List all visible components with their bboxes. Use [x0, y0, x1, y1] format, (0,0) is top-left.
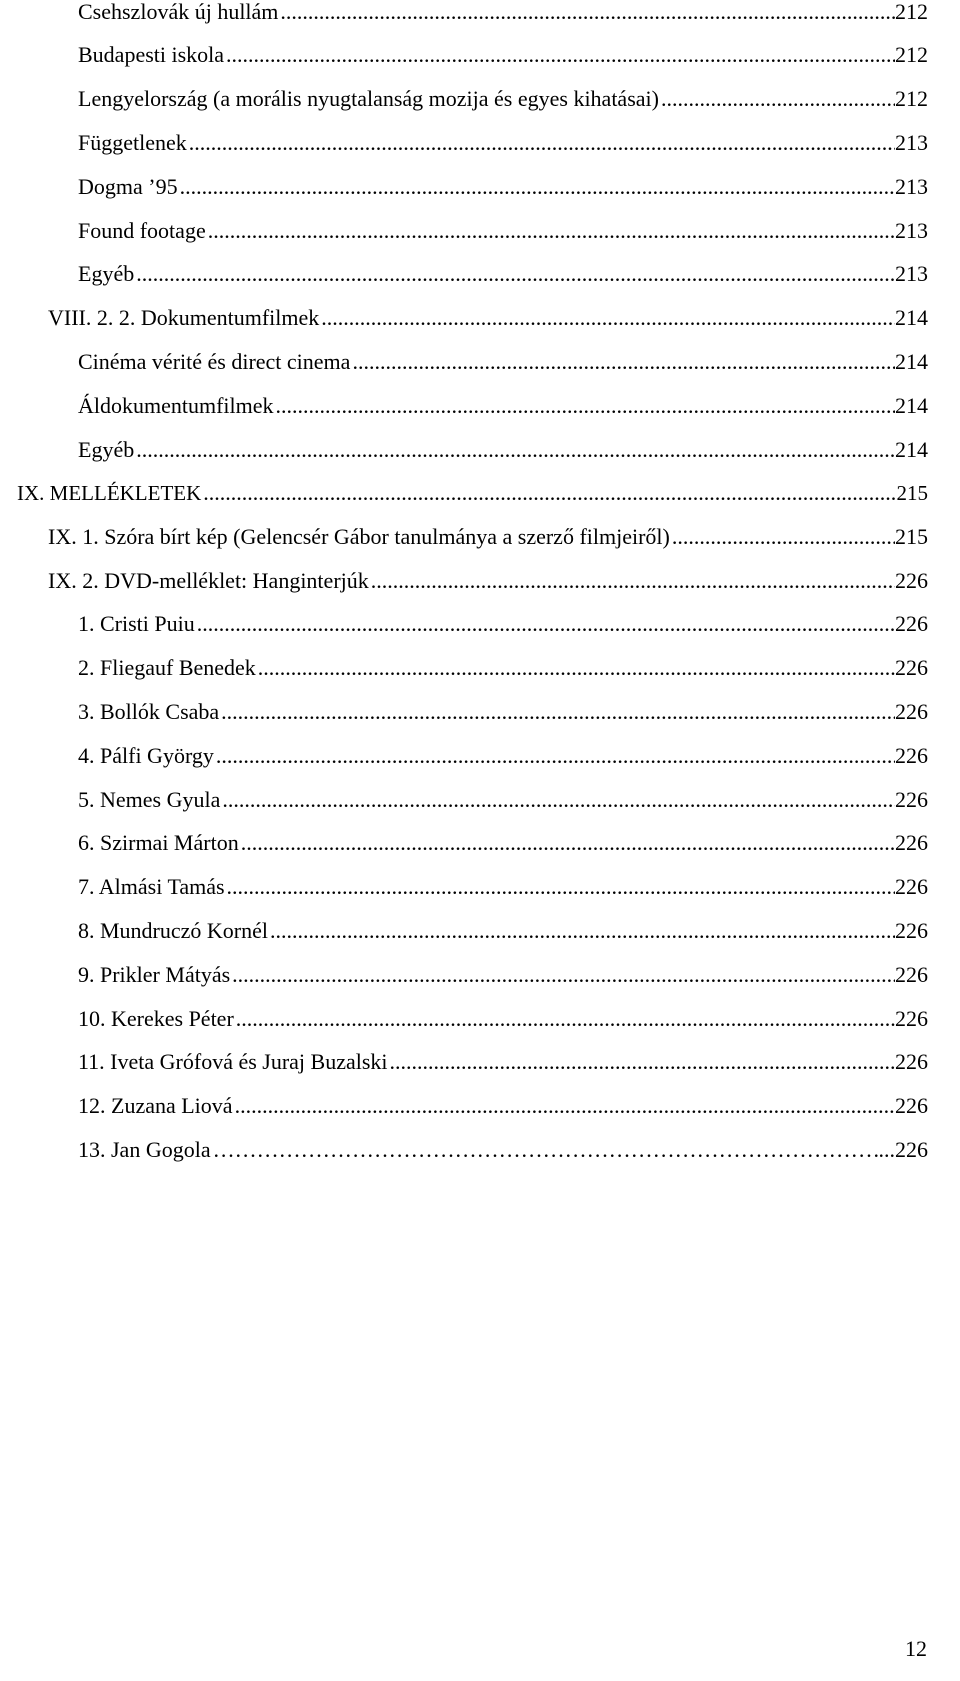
toc-entry-page: 226 [895, 787, 928, 812]
toc-entry [48, 561, 928, 595]
dot-leader [226, 41, 895, 69]
toc-entry-title: Dogma ’95 [78, 174, 178, 199]
toc-entry-page: 213 [895, 261, 928, 286]
dot-leader [390, 1048, 895, 1076]
dot-leader [197, 610, 895, 638]
toc-entry [78, 999, 928, 1033]
toc-entry-page: 213 [895, 174, 928, 199]
toc-entry-title: 8. Mundruczó Kornél [78, 918, 269, 943]
toc-entry-title: IX. 1. Szóra bírt kép (Gelencsér Gábor tanulmánya a szerző filmjeiről) [48, 524, 670, 549]
dot-leader [203, 479, 896, 507]
toc-entry-page: 226 [895, 611, 928, 636]
dot-leader [213, 1136, 879, 1164]
dot-leader [136, 260, 895, 288]
dot-leader [216, 742, 895, 770]
toc-entry-page: 226 [895, 655, 928, 680]
toc-entry [78, 823, 928, 857]
toc-entry-page: ...226 [878, 1137, 928, 1162]
dot-leader [241, 829, 895, 857]
toc-entry-title: 9. Prikler Mátyás [78, 962, 231, 987]
dot-leader [222, 786, 895, 814]
toc-entry-page: 226 [895, 743, 928, 768]
toc-entry-title: Cinéma vérité és direct cinema [78, 349, 351, 374]
toc-entry-title: Csehszlovák új hullám [78, 0, 279, 24]
dot-leader [136, 436, 895, 464]
toc-entry-page: 214 [895, 305, 928, 330]
toc-entry-page: 226 [895, 874, 928, 899]
toc-entry [78, 211, 928, 245]
toc-entry-title: 5. Nemes Gyula [78, 787, 221, 812]
toc-entry [78, 867, 928, 901]
dot-leader [258, 654, 895, 682]
toc-entry [48, 517, 928, 551]
toc-entry [78, 1042, 928, 1076]
toc-entry-title: 2. Fliegauf Benedek [78, 655, 256, 680]
toc-entry-page: 226 [895, 1049, 928, 1074]
toc-entry [48, 298, 928, 332]
dot-leader [270, 917, 895, 945]
toc-entry [78, 780, 928, 814]
toc-entry [78, 692, 928, 726]
toc-entry-page: 226 [895, 1093, 928, 1118]
toc-entry [78, 35, 928, 69]
toc-entry [78, 254, 928, 288]
toc-entry [78, 123, 928, 157]
dot-leader [227, 873, 895, 901]
toc-entry-page: 212 [895, 42, 928, 67]
toc-entry-page: 212 [895, 86, 928, 111]
dot-leader [180, 173, 895, 201]
toc-entry-title: Egyéb [78, 261, 135, 286]
dot-leader [221, 698, 895, 726]
toc-entry [78, 648, 928, 682]
toc-entry-title: Áldokumentumfilmek [78, 393, 274, 418]
toc-entry-page: 226 [895, 699, 928, 724]
toc-entry-title: 13. Jan Gogola [78, 1137, 211, 1162]
toc-entry-title: Függetlenek [78, 130, 187, 155]
dot-leader [280, 0, 895, 26]
toc-entry-page: 226 [895, 918, 928, 943]
dot-leader [235, 1092, 895, 1120]
page-number: 12 [905, 1636, 927, 1661]
toc-entry [78, 430, 928, 464]
dot-leader [236, 1005, 895, 1033]
toc-entry [78, 386, 928, 420]
toc-entry-title: 11. Iveta Grófová és Juraj Buzalski [78, 1049, 388, 1074]
toc-entry-page: 212 [895, 0, 928, 24]
toc-entry-page: 215 [895, 524, 928, 549]
toc-entry-title: 10. Kerekes Péter [78, 1006, 234, 1031]
dot-leader [208, 217, 895, 245]
toc-entry-title: 3. Bollók Csaba [78, 699, 220, 724]
toc-entry-title: 7. Almási Tamás [78, 874, 225, 899]
dot-leader [321, 304, 895, 332]
toc-entry [78, 1130, 928, 1164]
toc-entry [78, 911, 928, 945]
toc-entry-page: 213 [895, 130, 928, 155]
toc-entry-title: VIII. 2. 2. Dokumentumfilmek [48, 305, 320, 330]
toc-entry [78, 167, 928, 201]
toc-entry-title: Egyéb [78, 437, 135, 462]
toc-entry [78, 0, 928, 26]
toc-entry-page: 226 [895, 1006, 928, 1031]
dot-leader [672, 523, 895, 551]
dot-leader [352, 348, 895, 376]
toc-entry-page: 214 [895, 349, 928, 374]
toc-entry [78, 955, 928, 989]
toc-entry-title: Found footage [78, 218, 206, 243]
toc-entry [17, 473, 928, 507]
toc-entry-title: IX. 2. DVD-melléklet: Hanginterjúk [48, 568, 369, 593]
toc-entry-title: 1. Cristi Puiu [78, 611, 195, 636]
dot-leader [232, 961, 895, 989]
toc-entry-page: 226 [895, 568, 928, 593]
dot-leader [661, 85, 895, 113]
dot-leader [276, 392, 895, 420]
toc-entry [78, 604, 928, 638]
toc-entry-page: 214 [895, 393, 928, 418]
toc-entry [78, 1086, 928, 1120]
toc-entry-page: 214 [895, 437, 928, 462]
toc-entry-title: 6. Szirmai Márton [78, 830, 239, 855]
toc-entry-title: Budapesti iskola [78, 42, 225, 67]
toc-entry-page: 213 [895, 218, 928, 243]
toc-entry-page: 226 [895, 962, 928, 987]
toc-entry [78, 79, 928, 113]
dot-leader [371, 567, 895, 595]
toc-entry-page: 215 [896, 481, 928, 505]
toc-entry-title: 4. Pálfi György [78, 743, 214, 768]
toc-entry [78, 736, 928, 770]
dot-leader [189, 129, 895, 157]
toc-entry-title: 12. Zuzana Liová [78, 1093, 233, 1118]
toc-entry [78, 342, 928, 376]
toc-entry-title: Lengyelország (a morális nyugtalanság mozija és egyes kihatásai) [78, 86, 659, 111]
toc-entry-page: 226 [895, 830, 928, 855]
toc-entry-title: IX. MELLÉKLETEK [17, 481, 202, 505]
